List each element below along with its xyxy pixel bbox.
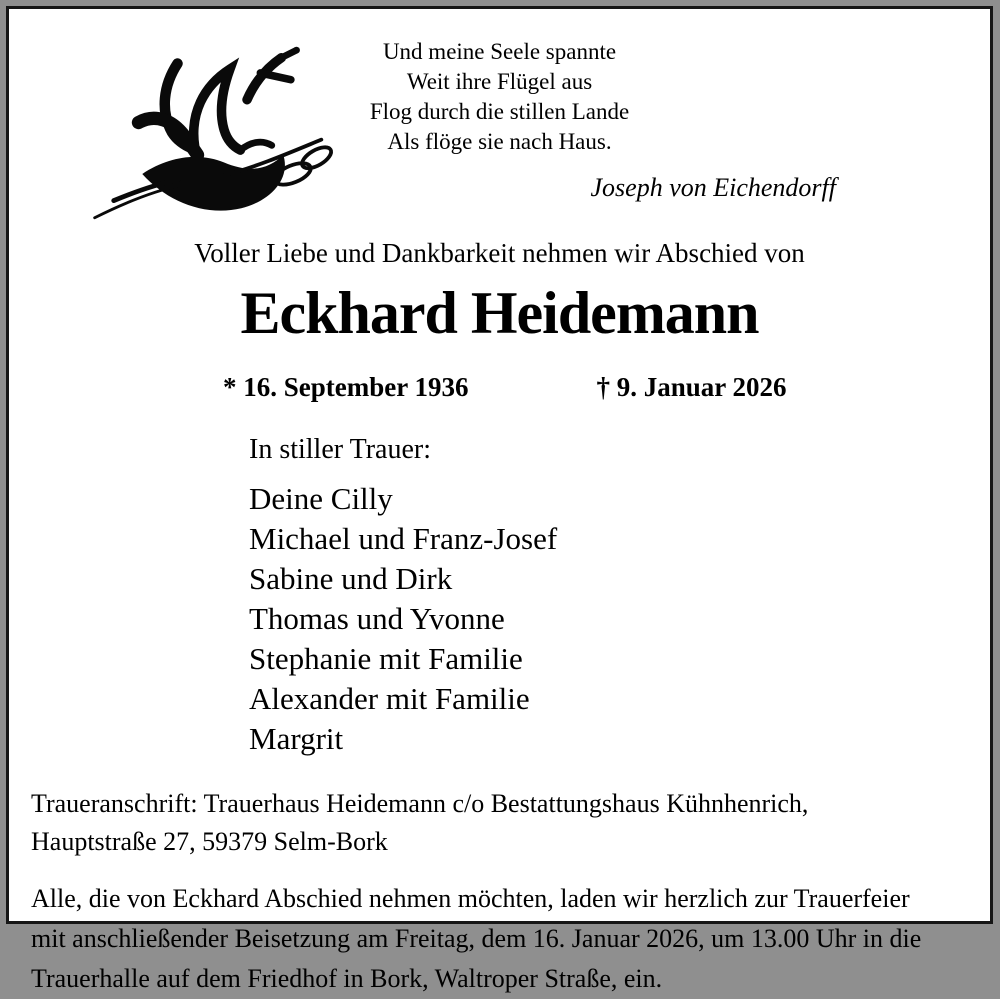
funeral-invitation-line: Trauerhalle auf dem Friedhof in Bork, Waltroper Straße, ein. xyxy=(31,964,663,993)
poem-attribution: Joseph von Eichendorff xyxy=(590,173,836,202)
mourner-list xyxy=(249,479,968,759)
funeral-invitation-line: Alle, die von Eckhard Abschied nehmen möchten, laden wir herzlich zur Trauerfeier xyxy=(31,884,910,913)
funeral-invitation-line: mit anschließender Beisetzung am Freitag, dem 16. Januar 2026, um 13.00 Uhr in die xyxy=(31,924,922,953)
poem-line: Als flöge sie nach Haus. xyxy=(387,129,612,154)
mourner-name: Stephanie mit Familie xyxy=(249,641,523,676)
mourner-name: Alexander mit Familie xyxy=(249,681,530,716)
mourner-name: Thomas und Yvonne xyxy=(249,601,505,636)
mourner-name: Michael und Franz-Josef xyxy=(249,521,558,556)
mourning-address xyxy=(31,785,968,861)
death-date: † 9. Januar 2026 xyxy=(596,372,787,402)
mourning-address-line: Traueranschrift: Trauerhaus Heidemann c/o Bestattungshaus Kühnhenrich, xyxy=(31,789,809,818)
poem-line: Weit ihre Flügel aus xyxy=(406,69,593,94)
obituary-notice xyxy=(6,6,993,993)
poem-line: Flog durch die stillen Lande xyxy=(369,99,630,124)
funeral-invitation xyxy=(31,879,968,999)
mourners-heading: In stiller Trauer: xyxy=(249,434,431,465)
mourning-address-line: Hauptstraße 27, 59379 Selm-Bork xyxy=(31,827,388,856)
birth-date: * 16. September 1936 xyxy=(223,372,469,402)
mourner-name: Margrit xyxy=(249,721,344,756)
poem-line: Und meine Seele spannte xyxy=(382,39,617,64)
dove-icon xyxy=(77,33,339,233)
mourner-name: Sabine und Dirk xyxy=(249,561,453,596)
mourner-name: Deine Cilly xyxy=(249,481,393,516)
life-dates xyxy=(31,371,968,403)
intro-line: Voller Liebe und Dankbarkeit nehmen wir Abschied von xyxy=(194,238,805,268)
deceased-name: Eckhard Heidemann xyxy=(240,280,759,346)
